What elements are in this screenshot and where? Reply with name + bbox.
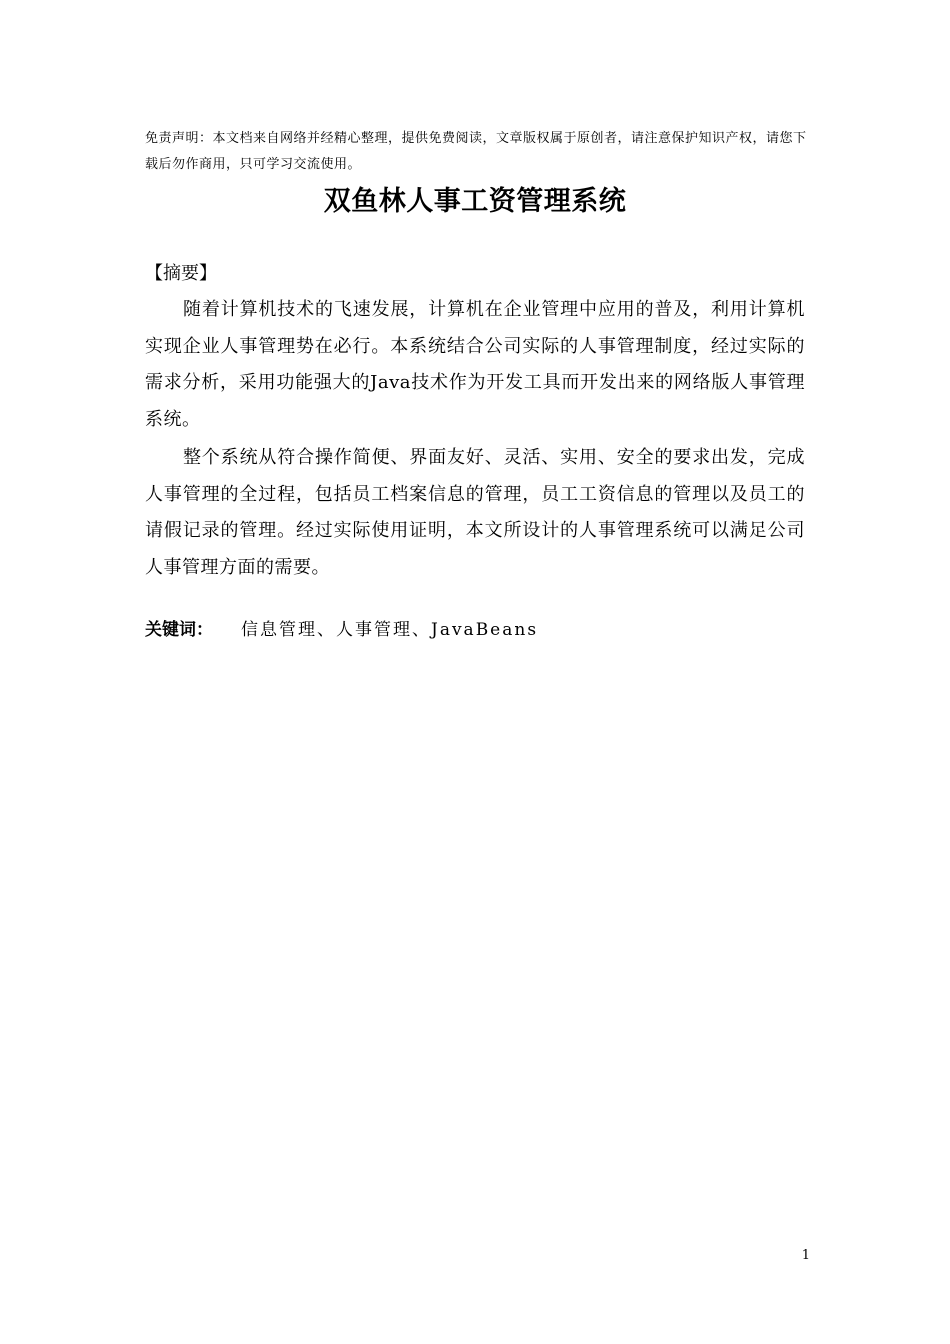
keywords-value: 信息管理、人事管理、JavaBeans bbox=[241, 620, 539, 640]
document-title: 双鱼林人事工资管理系统 bbox=[323, 186, 627, 217]
keywords-label: 关键词： bbox=[145, 620, 213, 640]
keywords-line bbox=[145, 614, 538, 646]
abstract-paragraph-1: 随着计算机技术的飞速发展，计算机在企业管理中应用的普及，利用计算机实现企业人事管理势在必行。本系统结合公司实际的人事管理制度，经过实际的需求分析，采用功能强大的Java技术作为开发工具而开发出来的网络版人事管理系统。 bbox=[145, 299, 805, 430]
disclaimer-text: 免责声明：本文档来自网络并经精心整理，提供免费阅读，文章版权属于原创者，请注意保护知识产权，请您下载后勿作商用，只可学习交流使用。 bbox=[145, 131, 807, 172]
abstract-paragraph-2: 整个系统从符合操作简便、界面友好、灵活、实用、安全的要求出发，完成人事管理的全过程，包括员工档案信息的管理，员工工资信息的管理以及员工的请假记录的管理。经过实际使用证明，本文所设计的人事管理系统可以满足公司人事管理方面的需要。 bbox=[145, 447, 805, 578]
abstract-heading: 【摘要】 bbox=[145, 263, 217, 284]
page-number: 1 bbox=[801, 1248, 810, 1263]
